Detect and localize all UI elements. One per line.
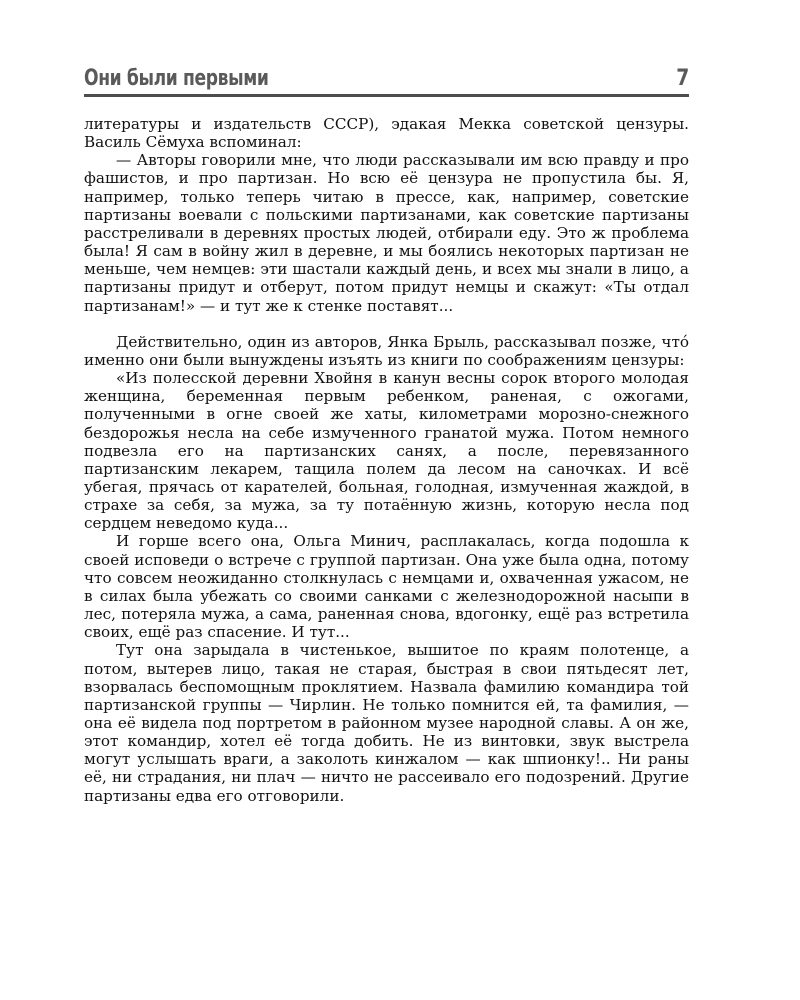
paragraph: Действительно, один из авторов, Янка Брыль, рассказывал позже, что́ именно они были вынуждены изъять из книги по соображениям цензуры:: [84, 332, 689, 369]
paragraph: — Авторы говорили мне, что люди рассказывали им всю правду и про фашистов, и про партизан. Но всю её цензура не пропустила бы. Я, например, только теперь читаю в прессе, как, например, советские партизаны воевали с польскими партизанами, как советские партизаны расстреливали в деревнях простых людей, отбирали еду. Это ж проблема была! Я сам в войну жил в деревне, и мы боялись некоторых партизан не меньше, чем немцев: эти шастали каждый день, и всех мы знали в лицо, а партизаны придут и отберут, потом придут немцы и скажут: «Ты отдал партизанам!» — и тут же к стенке поставят...: [84, 151, 689, 315]
page-number: 7: [675, 66, 689, 91]
paragraph: литературы и издательств СССР), эдакая Мекка советской цензуры. Василь Сёмуха вспоминал:: [84, 115, 689, 152]
chapter-title: Они были первыми: [84, 66, 269, 91]
body-text: [84, 115, 689, 805]
paragraph: «Из полесской деревни Хвойня в канун весны сорок второго молодая женщина, беременная первым ребенком, раненая, с ожогами, полученными в огне своей же хаты, километрами морозно-снежного бездорожья несла на себе измученного гранатой мужа. Потом немного подвезла его на партизанских санях, а после, перевязанного партизанским лекарем, тащила полем да лесом на саночках. И всё убегая, прячась от карателей, больная, голодная, измученная жаждой, в страхе за себя, за мужа, за ту потаённую жизнь, которую несла под сердцем неведомо куда...: [84, 369, 689, 533]
paragraph: И горше всего она, Ольга Минич, расплакалась, когда подошла к своей исповеди о встрече с группой партизан. Она уже была одна, потому что совсем неожиданно столкнулась с немцами и, охваченная ужасом, не в силах была убежать со своими санками с железнодорожной насыпи в лес, потеряла мужа, а сама, раненная снова, вдогонку, ещё раз встретила своих, ещё раз спасение. И тут...: [84, 532, 689, 642]
running-header: [84, 60, 689, 97]
paragraph: Тут она зарыдала в чистенькое, вышитое по краям полотенце, а потом, вытерев лицо, такая не старая, быстрая в свои пятьдесят лет, взорвалась беспомощным проклятием. Назвала фамилию командира той партизанской группы — Чирлин. Не только помнится ей, та фамилия, — она её видела под портретом в районном музее народной славы. А он же, этот командир, хотел её тогда добить. Не из винтовки, звук выстрела могут услышать враги, а заколоть кинжалом — как шпионку!.. Ни раны её, ни страдания, ни плач — ничто не рассеивало его подозрений. Другие партизаны едва его отговорили.: [84, 641, 689, 805]
book-page: [84, 60, 689, 805]
